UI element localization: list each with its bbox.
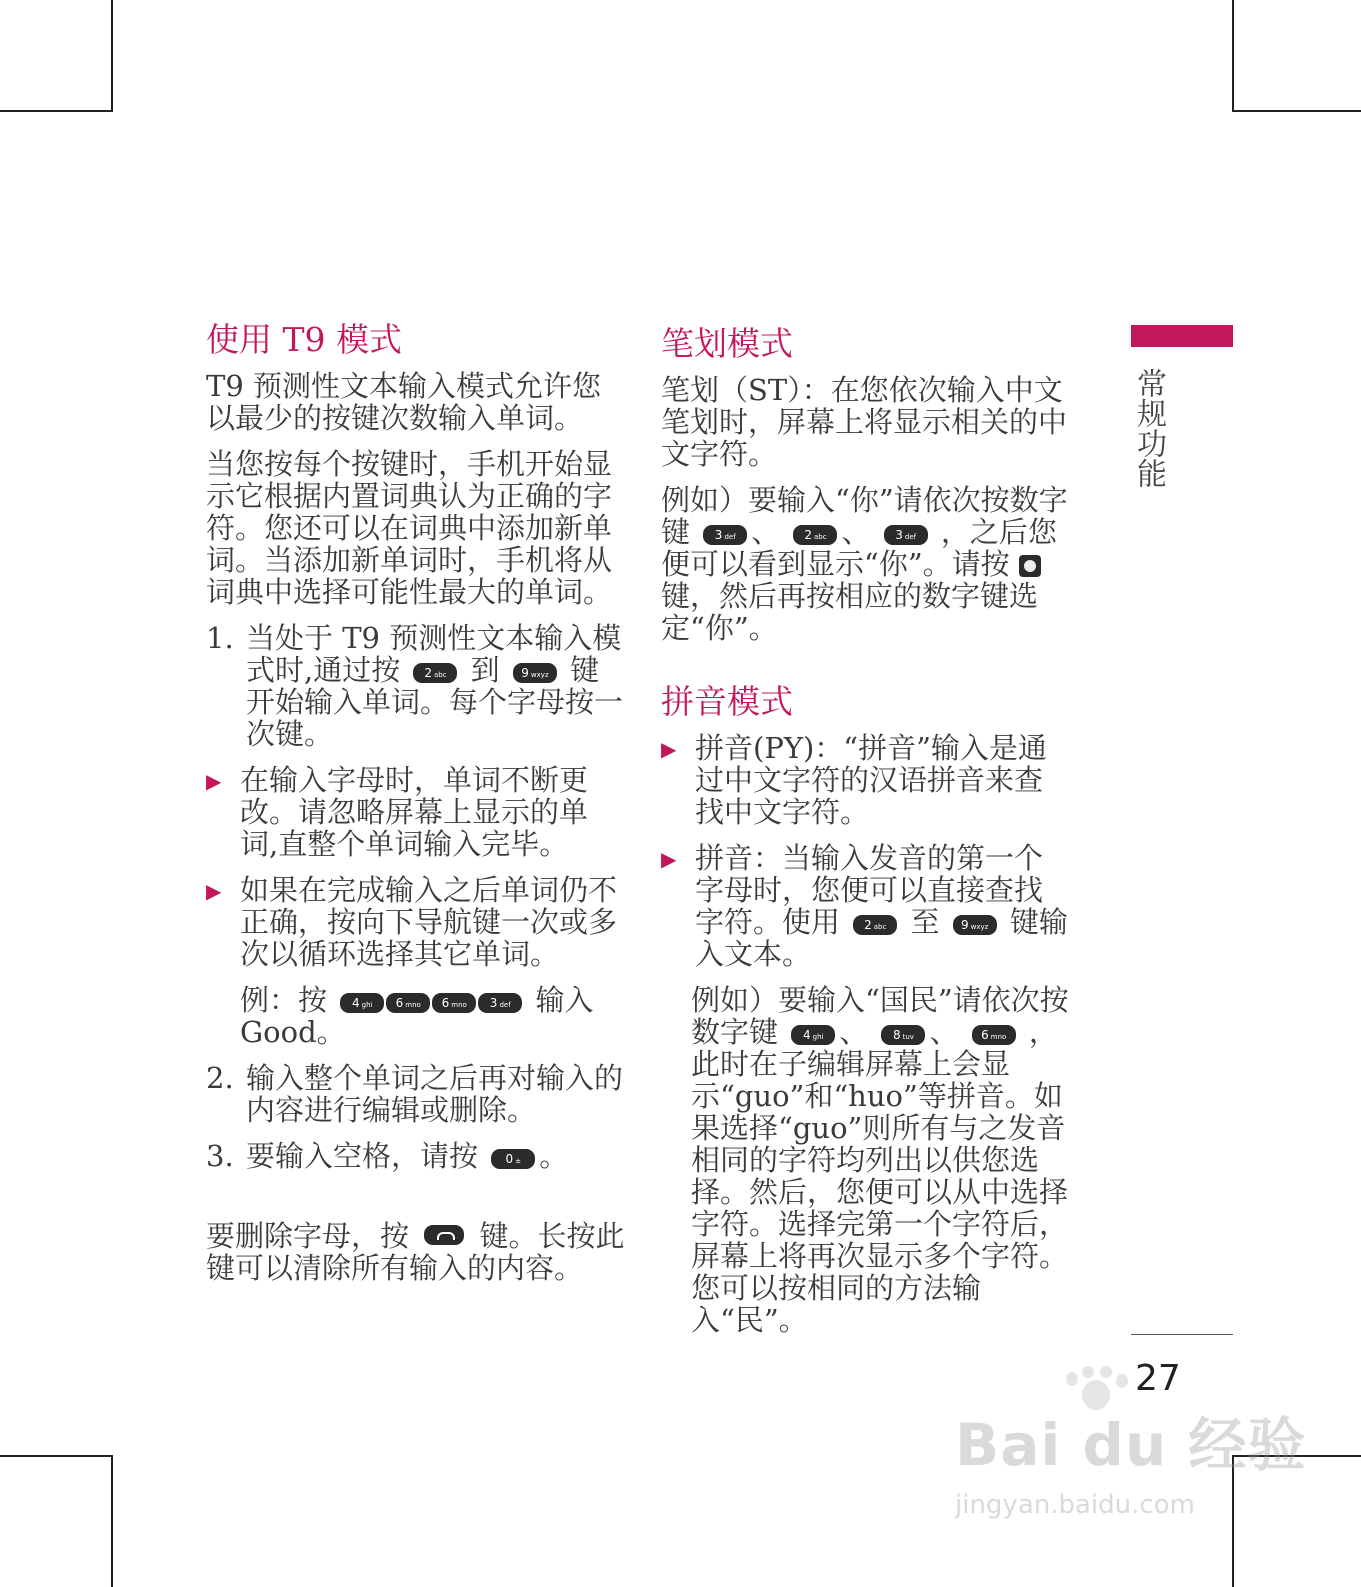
- key-0-icon: 0 ±: [491, 1149, 535, 1169]
- item1-text-a: 当处于 T9 预测性文本输入模式时,通过按: [246, 621, 622, 687]
- bullet-text: [695, 842, 1071, 970]
- separator: 、: [751, 515, 781, 549]
- separator: 、: [929, 1015, 959, 1049]
- bullet-item: [661, 732, 1071, 828]
- stroke-section-title: 笔划模式: [661, 324, 793, 363]
- pinyin-text-c: 键输入文本。: [695, 905, 1068, 971]
- key-3-icon: 3 def: [703, 525, 747, 545]
- key-2-icon: 2 abc: [853, 915, 897, 935]
- bullet-triangle-icon: ▶: [206, 769, 222, 793]
- item3-text-a: 要输入空格，请按: [246, 1139, 479, 1173]
- crop-mark: [1232, 110, 1361, 112]
- left-column: [206, 318, 626, 1298]
- pinyin-example: [691, 984, 1071, 1336]
- bullet-triangle-icon: ▶: [206, 879, 222, 903]
- item1-text-b: 到: [470, 653, 500, 687]
- crop-mark: [0, 1455, 112, 1457]
- key-3-icon: 3 def: [478, 993, 522, 1013]
- page-number-rule: [1131, 1334, 1233, 1335]
- key-9-icon: 9 wxyz: [953, 915, 997, 935]
- pinyin-example-a: 例如）要输入“国民”请依次按数字键: [691, 983, 1069, 1049]
- key-4-icon: 4 ghi: [791, 1025, 835, 1045]
- right-column: [661, 322, 1071, 1350]
- bullet-text: 拼音(PY)：“拼音”输入是通过中文字符的汉语拼音来查找中文字符。: [695, 731, 1047, 829]
- bullet-item: [206, 764, 626, 860]
- example-text-a: 例：按: [240, 983, 328, 1017]
- crop-mark: [0, 110, 112, 112]
- key-6-icon: 6 mno: [432, 993, 476, 1013]
- item1-text-c: 键开始输入单词。每个字母按一次键。: [246, 653, 624, 751]
- stroke-example-b: ，之后您便可以看到显示“你”。请按: [661, 515, 1057, 581]
- example-good: [240, 984, 626, 1048]
- section-tab-marker: [1131, 325, 1233, 347]
- list-item-text: 输入整个单词之后再对输入的内容进行编辑或删除。: [246, 1061, 624, 1127]
- pinyin-section-title: 拼音模式: [661, 682, 793, 721]
- delete-text-a: 要删除字母，按: [206, 1219, 410, 1253]
- key-6-icon: 6 mno: [386, 993, 430, 1013]
- page-number: 27: [1135, 1358, 1181, 1399]
- item3-text-b: 。: [539, 1139, 569, 1173]
- bullet-triangle-icon: ▶: [661, 847, 677, 871]
- list-item-3: [206, 1140, 626, 1172]
- key-8-icon: 8 tuv: [881, 1025, 925, 1045]
- ok-key-icon: [1019, 555, 1041, 577]
- delete-instruction: [206, 1220, 626, 1284]
- stroke-example: [661, 484, 1071, 644]
- separator: 、: [839, 1015, 869, 1049]
- key-2-icon: 2 abc: [793, 525, 837, 545]
- key-3-icon: 3 def: [884, 525, 928, 545]
- bullet-text: 如果在完成输入之后单词仍不正确，按向下导航键一次或多次以循环选择其它单词。: [240, 873, 618, 971]
- key-6-icon: 6 mno: [972, 1025, 1016, 1045]
- key-4-icon: 4 ghi: [340, 993, 384, 1013]
- pinyin-example-b: ，此时在子编辑屏幕上会显示“guo”和“huo”等拼音。如果选择“guo”则所有与之发音相同的字符均列出以供您选择。然后，您便可以从中选择字符。选择完第一个字符后，屏幕上将再次显示多个字符。您可以按相同的方法输入“民”。: [691, 1015, 1069, 1337]
- stroke-example-a: 例如）要输入“你”请依次按数字键: [661, 483, 1068, 549]
- crop-mark: [111, 0, 113, 112]
- stroke-description: 笔划（ST）：在您依次输入中文笔划时，屏幕上将显示相关的中文字符。: [661, 373, 1068, 471]
- clear-key-icon: [424, 1225, 464, 1245]
- list-item-2: [206, 1062, 626, 1126]
- side-section-label: 常规功能: [1131, 368, 1166, 488]
- delete-text-b: 键。长按此键可以清除所有输入的内容。: [206, 1219, 625, 1285]
- key-2-icon: 2 abc: [413, 663, 457, 683]
- watermark: [955, 1398, 1306, 1520]
- example-text-b: 输入 Good。: [240, 983, 594, 1049]
- key-9-icon: 9 wxyz: [513, 663, 557, 683]
- list-number: 1.: [206, 621, 234, 655]
- crop-mark: [111, 1455, 113, 1587]
- list-item-text: [246, 622, 626, 750]
- bullet-item: [661, 842, 1071, 970]
- bullet-item: [206, 874, 626, 970]
- separator: 、: [841, 515, 871, 549]
- watermark-brand: Bai du 经验: [955, 1411, 1307, 1479]
- list-item-1: [206, 622, 626, 750]
- bullet-triangle-icon: ▶: [661, 737, 677, 761]
- watermark-url: jingyan.baidu.com: [955, 1490, 1195, 1520]
- list-number: 2.: [206, 1061, 234, 1095]
- crop-mark: [1232, 0, 1234, 112]
- stroke-example-c: 键，然后再按相应的数字键选定“你”。: [661, 579, 1039, 645]
- t9-intro: T9 预测性文本输入模式允许您以最少的按键次数输入单词。: [206, 369, 602, 435]
- bullet-text: 在输入字母时，单词不断更改。请忽略屏幕上显示的单词,直整个单词输入完毕。: [240, 763, 589, 861]
- pinyin-text-a: 拼音：当输入发音的第一个字母时，您便可以直接查找字符。使用: [695, 841, 1044, 939]
- list-item-text: [246, 1140, 568, 1172]
- list-number: 3.: [206, 1139, 234, 1173]
- pinyin-text-b: 至: [910, 905, 940, 939]
- t9-section-title: 使用 T9 模式: [206, 320, 402, 359]
- t9-description: 当您按每个按键时，手机开始显示它根据内置词典认为正确的字符。您还可以在词典中添加新单词。当添加新单词时，手机将从词典中选择可能性最大的单词。: [206, 447, 613, 609]
